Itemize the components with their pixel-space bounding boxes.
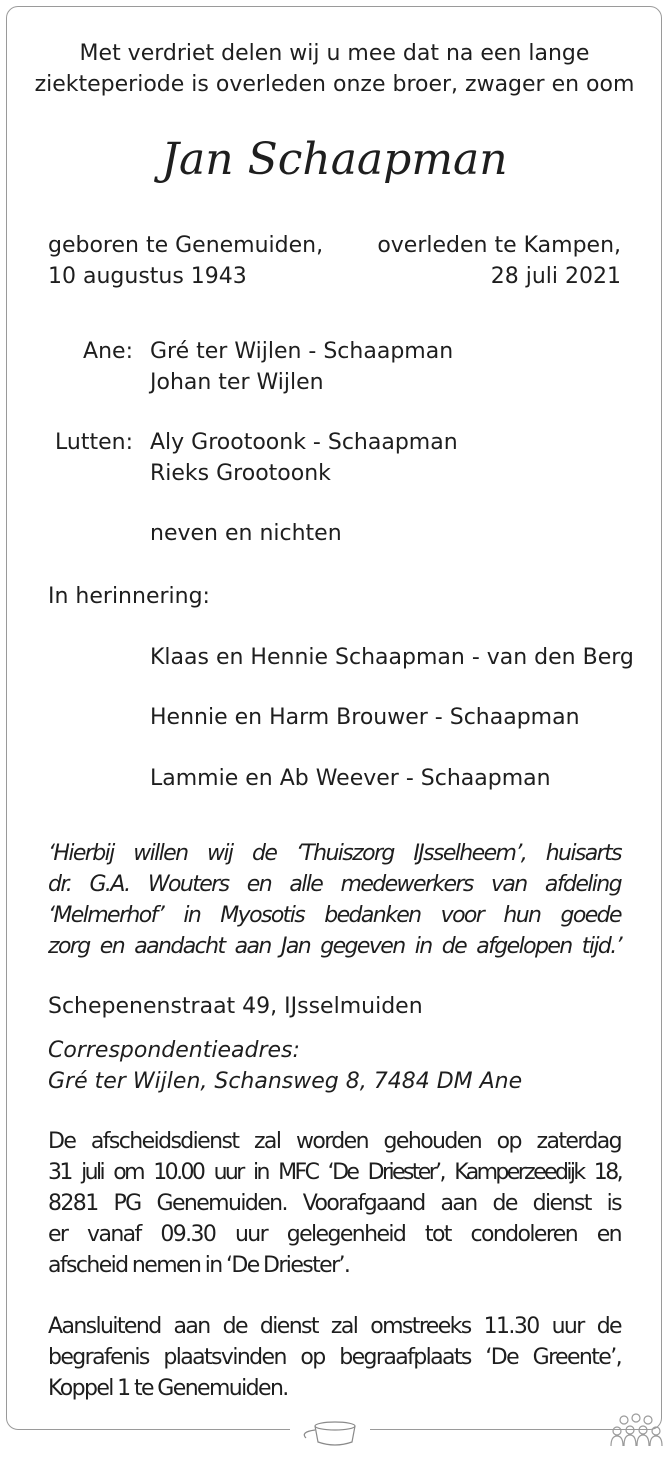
home-address: Schepenenstraat 49, IJsselmuiden	[48, 994, 423, 1019]
memory-name: Klaas en Hennie Schaapman - van den Berg	[150, 645, 634, 670]
family-name: Aly Grootoonk - Schaapman	[150, 430, 458, 455]
service-line: 8281 PG Genemuiden. Voorafgaand aan de dienst is	[48, 1191, 621, 1216]
thanks-line: dr. G.A. Wouters en alle medewerkers van afdeling	[48, 872, 621, 897]
family-name: Johan ter Wijlen	[150, 370, 324, 395]
service-line: er vanaf 09.30 uur gelegenheid tot condoleren en	[48, 1222, 621, 1247]
burial-line: Aansluitend aan de dienst zal omstreeks 11.30 uur de	[48, 1314, 621, 1339]
memory-label: In herinnering:	[48, 584, 210, 609]
deceased-name: Jan Schaapman	[161, 134, 508, 185]
birth-place: geboren te Genemuiden,	[48, 233, 324, 258]
intro-line-1: Met verdriet delen wij u mee dat na een lange	[79, 41, 590, 66]
thanks-line: zorg en aandacht aan Jan gegeven in de afgelopen tijd.’	[48, 934, 621, 959]
family-name: Rieks Grootoonk	[150, 461, 331, 486]
service-line: 31 juli om 10.00 uur in MFC ‘De Driester’, Kamperzeedijk 18,	[48, 1160, 621, 1185]
memory-name: Lammie en Ab Weever - Schaapman	[150, 766, 551, 791]
burial-line: begrafenis plaatsvinden op begraafplaats ‘De Greente’,	[48, 1345, 621, 1370]
birth-date: 10 augustus 1943	[48, 264, 247, 289]
nephews-nieces: neven en nichten	[150, 521, 342, 546]
family-name: Gré ter Wijlen - Schaapman	[150, 339, 454, 364]
service-line: De afscheidsdienst zal worden gehouden op zaterdag	[48, 1129, 621, 1154]
correspondence-label: Correspondentieadres:	[48, 1038, 300, 1063]
burial-line: Koppel 1 te Genemuiden.	[48, 1376, 288, 1401]
correspondence-address: Gré ter Wijlen, Schansweg 8, 7484 DM Ane	[48, 1069, 523, 1094]
memory-name: Hennie en Harm Brouwer - Schaapman	[150, 705, 580, 730]
footer-decoration	[0, 1412, 669, 1452]
family-place-ane: Ane:	[83, 339, 133, 364]
death-date: 28 juli 2021	[490, 264, 621, 289]
people-group-icon	[611, 1414, 662, 1446]
thanks-line: ‘Hierbij willen wij de ‘Thuiszorg IJsselheem’, huisarts	[48, 841, 621, 866]
family-place-lutten: Lutten:	[55, 430, 133, 455]
intro-line-2: ziekteperiode is overleden onze broer, zwager en oom	[34, 72, 635, 97]
death-place: overleden te Kampen,	[377, 233, 621, 258]
service-line: afscheid nemen in ‘De Driester’.	[48, 1253, 350, 1278]
thanks-line: ‘Melmerhof’ in Myosotis bedanken voor hun goede	[48, 903, 621, 928]
